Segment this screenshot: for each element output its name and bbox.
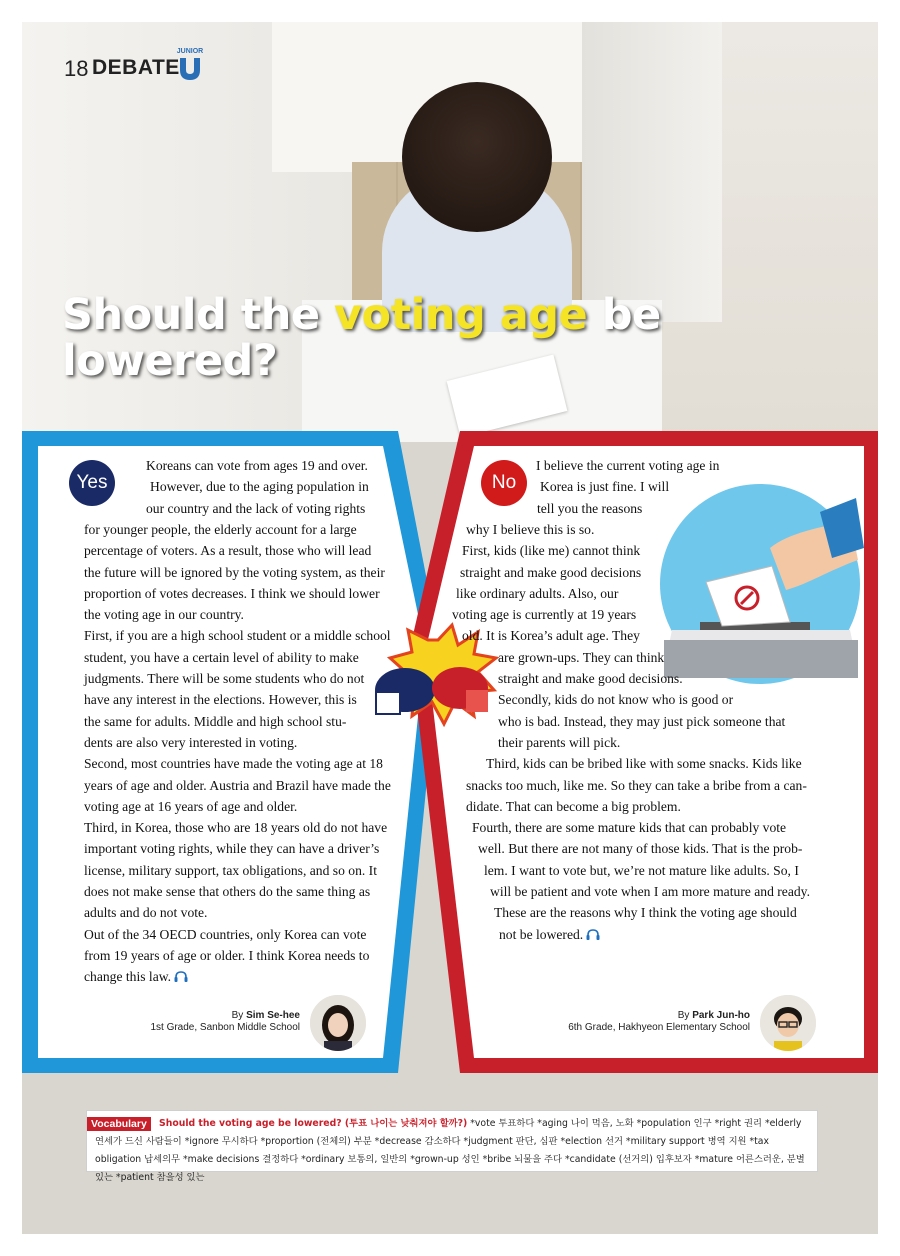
yes-text-line: for younger people, the elderly account for a large bbox=[84, 521, 357, 537]
no-text-line: are grown-ups. They can think bbox=[498, 649, 665, 665]
junior-badge-text: JUNIOR bbox=[176, 48, 204, 55]
no-text-line: straight and make good decisions bbox=[460, 564, 642, 580]
yes-text-line: the same for adults. Middle and high school stu- bbox=[84, 713, 347, 729]
vocabulary-text: Should the voting age be lowered? (투표 나이는 낮춰져야 할까?) *vote 투표하다 *aging 나이 먹음, 노화 *population 인구 *right 권리 *elderly 연세가 드신 사람들이 *ignore 무시하다 *proportion (전체의) 부분 *decrease 감소하다 *judgment 판단, 심판 *election 선거 *military support 병역 지원 *tax obligation 납세의무 *make decisions 결정하다 *ordinary 보통의, 일반의 *grown-up 성인 *bribe 뇌물을 주다 *candidate (선거의) 입후보자 *mature 어른스러운, 분별 있는 *patient 참을성 있는 bbox=[95, 1118, 805, 1183]
yes-text-line: the future will be ignored by the voting system, as their bbox=[84, 564, 385, 580]
yes-text-line: proportion of votes decreases. I think we should lower bbox=[84, 585, 380, 601]
yes-text-line: important voting rights, while they can have a driver’s bbox=[84, 841, 380, 857]
section-label: DEBATE bbox=[92, 56, 180, 79]
no-text-line: straight and make good decisions. bbox=[498, 671, 683, 686]
junior-logo-icon bbox=[172, 44, 208, 84]
no-badge: No bbox=[481, 460, 527, 506]
no-text-line: who is bad. Instead, they may just pick someone that bbox=[498, 713, 786, 729]
yes-text-line: Koreans can vote from ages 19 and over. bbox=[146, 458, 368, 473]
yes-text-line: Out of the 34 OECD countries, only Korea can vote bbox=[84, 926, 367, 942]
yes-text-line: However, due to the aging population in bbox=[150, 479, 369, 495]
yes-text-line: change this law. bbox=[84, 966, 188, 987]
yes-text-line: license, military support, tax obligations, and so on. It bbox=[84, 862, 377, 878]
yes-text-line: student, you have a certain level of ability to make bbox=[84, 649, 359, 665]
no-text-line: Secondly, kids do not know who is good or bbox=[498, 692, 734, 708]
vocabulary-tag: Vocabulary bbox=[87, 1117, 151, 1131]
yes-text-line: have any interest in the elections. However, this is bbox=[84, 692, 357, 708]
no-text-line: well. But there are not many of those kids. That is the prob- bbox=[478, 841, 803, 857]
no-text-line: not be lowered. bbox=[499, 924, 600, 945]
ballot-box-illustration bbox=[660, 484, 864, 684]
no-text-line: These are the reasons why I think the voting age should bbox=[494, 905, 797, 921]
no-author-avatar bbox=[758, 993, 818, 1053]
no-text-line: lem. I want to vote but, we’re not mature like adults. So, I bbox=[484, 862, 799, 878]
no-text-line: tell you the reasons bbox=[537, 500, 643, 516]
yes-text-line: years of age and older. Austria and Brazil have made the bbox=[84, 777, 391, 793]
yes-text-line: our country and the lack of voting rights bbox=[146, 500, 366, 516]
yes-text-line: First, if you are a high school student or a middle school bbox=[84, 628, 391, 644]
no-text-line: voting age is currently at 19 years bbox=[452, 607, 637, 623]
no-text-line: I believe the current voting age in bbox=[536, 458, 720, 473]
yes-text-line: from 19 years of age or older. I think Korea needs to bbox=[84, 947, 370, 963]
yes-byline: By Sim Se-hee 1st Grade, Sanbon Middle School bbox=[150, 1010, 300, 1033]
page-number: 18 bbox=[64, 56, 89, 81]
no-text-line: snacks too much, like me. So they can take a bribe from a can- bbox=[466, 777, 807, 793]
yes-badge: Yes bbox=[69, 460, 115, 506]
no-text-line: will be patient and vote when I am more mature and ready. bbox=[490, 884, 810, 899]
no-text-line: First, kids (like me) cannot think bbox=[462, 543, 641, 559]
yes-text-line: percentage of voters. As a result, those who will lead bbox=[84, 543, 372, 559]
headphones-icon bbox=[586, 929, 600, 940]
yes-text-line: does not make sense that others do the same thing as bbox=[84, 884, 371, 899]
vocabulary-box bbox=[86, 1110, 818, 1183]
page-title: Should the voting age be lowered? bbox=[62, 290, 661, 386]
yes-text-line: judgments. There will be some students who do not bbox=[84, 671, 365, 686]
no-text-line: their parents will pick. bbox=[498, 734, 621, 750]
yes-text-line: the voting age in our country. bbox=[84, 607, 244, 623]
no-text-line: why I believe this is so. bbox=[466, 521, 595, 537]
no-text-line: old. It is Korea’s adult age. They bbox=[462, 628, 640, 644]
yes-text-line: voting age at 16 years of age and older. bbox=[84, 798, 298, 814]
no-text-line: Third, kids can be bribed like with some snacks. Kids like bbox=[486, 756, 802, 772]
no-text-line: like ordinary adults. Also, our bbox=[456, 585, 619, 601]
no-byline: By Park Jun-ho 6th Grade, Hakhyeon Elementary School bbox=[568, 1010, 750, 1033]
headphones-icon bbox=[174, 971, 188, 982]
no-text-line: Korea is just fine. I will bbox=[540, 479, 670, 495]
yes-text-line: adults and do not vote. bbox=[84, 905, 208, 921]
yes-author-avatar bbox=[308, 993, 368, 1053]
yes-text-line: Second, most countries have made the voting age at 18 bbox=[84, 756, 383, 772]
yes-text-line: dents are also very interested in voting. bbox=[84, 734, 298, 750]
yes-text-line: Third, in Korea, those who are 18 years old do not have bbox=[84, 820, 388, 836]
no-text-line: didate. That can become a big problem. bbox=[466, 798, 681, 814]
no-text-line: Fourth, there are some mature kids that can probably vote bbox=[472, 820, 787, 836]
